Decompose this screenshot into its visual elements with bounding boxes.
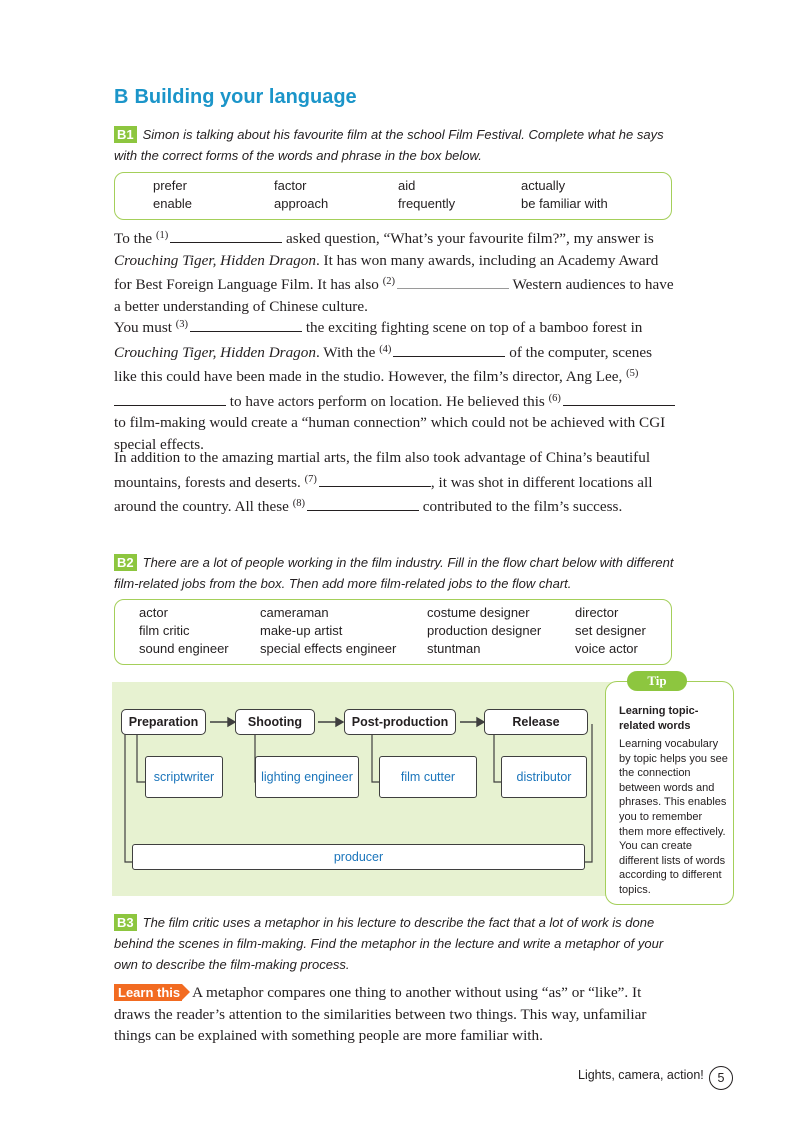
stage-post-production: Post-production [344, 709, 456, 735]
word-item: frequently [398, 196, 456, 211]
b2-instruction [114, 552, 674, 594]
word-item: prefer [153, 178, 187, 193]
blank-number: (4) [379, 343, 392, 355]
flow-arrow-head [228, 718, 235, 726]
section-letter: B [114, 86, 129, 108]
connector-line [372, 735, 379, 782]
text-run: asked question, “What’s your favourite film?”, my answer is [282, 230, 654, 247]
b1-tag: B1 [114, 126, 137, 143]
job-film-cutter: film cutter [379, 756, 477, 798]
connector-line [137, 735, 145, 782]
blank-number: (7) [304, 473, 317, 485]
learn-this-text: A metaphor compares one thing to another without using “as” or “like”. It draws the reader’s attention to the similarities between two things. This way, unfamiliar things can be explained with something people are more familiar with. [114, 984, 647, 1044]
connector-line [125, 724, 132, 862]
blank-number: (1) [155, 230, 169, 241]
film-title: Crouching Tiger, Hidden Dragon [114, 251, 316, 269]
word-item: cameraman [260, 605, 329, 620]
answer-blank-4[interactable] [393, 344, 505, 357]
word-item: aid [398, 178, 416, 193]
text-run: In addition to the amazing martial arts, the film also took advantage of China’s beautiful mountains, forests and deserts. [114, 449, 651, 491]
word-item: actor [139, 605, 168, 620]
text-run: . With the [315, 343, 380, 361]
footer-title: Lights, camera, action! [578, 1068, 704, 1082]
job-producer: producer [132, 844, 585, 870]
b2-instruction-text: There are a lot of people working in the film industry. Fill in the flow chart below with different film-related jobs from the box. Then add more film-related jobs to the flow chart. [114, 555, 674, 591]
b2-tag: B2 [114, 554, 137, 571]
text-run: to film-making would create a “human connection” which could not be achieved with CGI special effects. [114, 414, 666, 453]
b1-instruction-text: Simon is talking about his favourite film at the school Film Festival. Complete what he says with the correct forms of the words and phrase in the box below. [114, 127, 664, 163]
text-run: To the [114, 230, 156, 247]
b1-paragraph-3 [114, 447, 676, 518]
flow-chart [112, 682, 612, 896]
word-item: approach [274, 196, 329, 211]
word-item: costume designer [427, 605, 530, 620]
word-item: be familiar with [521, 196, 608, 211]
b3-instruction-text: The film critic uses a metaphor in his lecture to describe the fact that a lot of work is done behind the scenes in film-making. Find the metaphor in the lecture and write a metaphor of your own to describe the film-making process. [114, 915, 664, 972]
text-run: contributed to the film’s success. [418, 498, 623, 515]
text-run: You must [114, 319, 176, 336]
text-run: Western audiences to have a better understanding of Chinese culture. [114, 276, 674, 315]
text-run: to have actors perform on location. He believed this [226, 392, 549, 410]
word-item: set designer [575, 623, 646, 638]
answer-blank-3[interactable] [190, 319, 302, 332]
page-number: 5 [709, 1066, 733, 1090]
text-run: , it was shot in different locations all around the country. All these [114, 473, 653, 515]
text-run: the exciting fighting scene on top of a bamboo forest in [302, 319, 643, 336]
b1-paragraph-2 [114, 314, 676, 455]
text-run: . It has won many awards, including an Academy Award for Best Foreign Language Film. It has also [114, 251, 659, 293]
b3-instruction [114, 912, 674, 975]
b1-instruction [114, 124, 674, 166]
connector-line [494, 735, 501, 782]
blank-number: (2) [382, 276, 395, 287]
tip-body: Learning vocabulary by topic helps you see the connection between words and phrases. This enables you to remember them more effectively. You can create different lists of words according to different topics. [619, 738, 728, 896]
text-run: of the computer, scenes like this could have been made in the studio. However, the film’s director, Ang Lee, [114, 343, 653, 385]
b1-word-box [114, 172, 672, 220]
word-item: actually [521, 178, 566, 193]
word-item: production designer [427, 623, 542, 638]
tip-title: Learning topic-related words [619, 705, 699, 732]
stage-preparation: Preparation [121, 709, 206, 735]
blank-number: (5) [626, 368, 639, 379]
word-item: sound engineer [139, 641, 229, 656]
answer-blank-6[interactable] [563, 393, 675, 406]
blank-number: (8) [292, 498, 305, 509]
answer-blank-5[interactable] [114, 393, 226, 406]
word-item: voice actor [575, 641, 638, 656]
flow-arrow-head [477, 718, 484, 726]
word-item: special effects engineer [260, 641, 397, 656]
word-item: stuntman [427, 641, 481, 656]
tip-label: Tip [627, 671, 687, 691]
blank-number: (3) [175, 319, 189, 330]
job-lighting-engineer: lighting engineer [255, 756, 359, 798]
section-title [114, 86, 357, 109]
flow-arrow-head [336, 718, 343, 726]
stage-shooting: Shooting [235, 709, 315, 735]
word-item: make-up artist [260, 623, 343, 638]
learn-this-block [114, 982, 680, 1047]
answer-blank-2[interactable] [397, 276, 509, 289]
b1-paragraph-1 [114, 225, 676, 317]
learn-this-label: Learn this [114, 984, 182, 1001]
answer-blank-7[interactable] [319, 474, 431, 487]
word-item: director [575, 605, 619, 620]
section-heading: Building your language [134, 86, 357, 108]
stage-release: Release [484, 709, 588, 735]
blank-number: (6) [548, 392, 561, 404]
word-item: film critic [139, 623, 190, 638]
job-scriptwriter: scriptwriter [145, 756, 223, 798]
answer-blank-1[interactable] [170, 230, 282, 243]
word-item: factor [274, 178, 307, 193]
b2-word-box [114, 599, 672, 665]
film-title: Crouching Tiger, Hidden Dragon [114, 343, 316, 361]
answer-blank-8[interactable] [307, 498, 419, 511]
job-distributor: distributor [501, 756, 587, 798]
word-item: enable [153, 196, 193, 211]
b3-tag: B3 [114, 914, 137, 931]
